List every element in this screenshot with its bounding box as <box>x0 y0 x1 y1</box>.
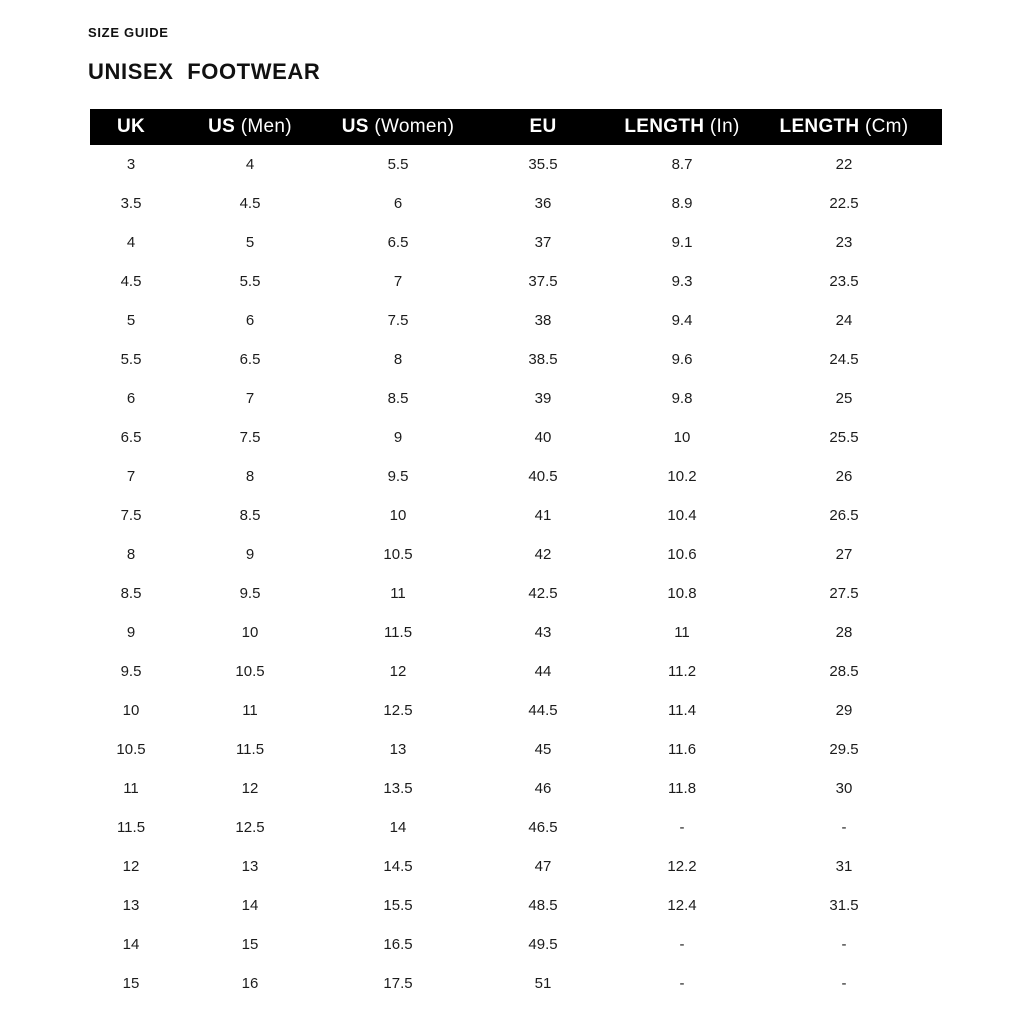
table-cell: 9.8 <box>671 390 693 407</box>
table-cell: 8 <box>245 468 255 485</box>
table-row <box>90 262 942 301</box>
table-cell: 10 <box>122 702 140 719</box>
table-cell: 16 <box>241 975 259 992</box>
size-table <box>90 109 942 1003</box>
table-cell: 5 <box>245 234 255 251</box>
table-cell: 35.5 <box>528 156 558 173</box>
table-cell: 14 <box>389 819 407 836</box>
table-cell: 45 <box>534 741 552 758</box>
table-cell: 8.5 <box>120 585 142 602</box>
table-row <box>90 886 942 925</box>
table-cell: 8 <box>126 546 136 563</box>
table-cell: 5.5 <box>239 273 261 290</box>
table-cell: 11.4 <box>667 702 697 719</box>
table-cell: 30 <box>835 780 853 797</box>
table-cell: 10.6 <box>667 546 697 563</box>
table-cell: 11 <box>242 702 258 719</box>
table-cell: - <box>841 936 847 953</box>
table-row <box>90 223 942 262</box>
table-row <box>90 808 942 847</box>
table-cell: 6.5 <box>239 351 261 368</box>
table-cell: 6 <box>245 312 255 329</box>
table-cell: 14 <box>241 897 259 914</box>
table-cell: 24.5 <box>829 351 859 368</box>
table-cell: 49.5 <box>528 936 558 953</box>
table-cell: 37.5 <box>528 273 558 290</box>
table-row <box>90 535 942 574</box>
table-cell: 13 <box>122 897 140 914</box>
table-cell: 22 <box>835 156 853 173</box>
table-cell: 7 <box>393 273 403 290</box>
header-row <box>90 109 942 145</box>
table-cell: 26 <box>835 468 853 485</box>
table-cell: 12.5 <box>383 702 413 719</box>
table-cell: 8.5 <box>387 390 409 407</box>
page-title: UNISEX FOOTWEAR <box>88 59 321 84</box>
table-cell: 4.5 <box>120 273 142 290</box>
table-cell: 29.5 <box>829 741 859 758</box>
table-cell: 10 <box>673 429 691 446</box>
table-cell: 38.5 <box>528 351 558 368</box>
table-row <box>90 847 942 886</box>
table-cell: 25.5 <box>829 429 859 446</box>
table-cell: 11 <box>123 780 139 797</box>
table-cell: 5.5 <box>387 156 409 173</box>
table-cell: 46.5 <box>528 819 558 836</box>
table-cell: 27.5 <box>829 585 859 602</box>
table-cell: 23 <box>835 234 853 251</box>
table-cell: 12 <box>122 858 140 875</box>
table-cell: 40.5 <box>528 468 558 485</box>
table-row <box>90 574 942 613</box>
table-cell: 44.5 <box>528 702 558 719</box>
table-cell: 14 <box>122 936 140 953</box>
table-cell: 10.4 <box>667 507 697 524</box>
column-header-length-in: LENGTH (In) <box>624 116 740 137</box>
table-cell: - <box>679 819 685 836</box>
table-cell: 15 <box>241 936 259 953</box>
table-cell: 9.1 <box>671 234 693 251</box>
table-cell: 28 <box>835 624 853 641</box>
table-cell: 39 <box>534 390 552 407</box>
table-cell: 3 <box>126 156 136 173</box>
table-cell: 4.5 <box>239 195 261 212</box>
table-cell: 12.5 <box>235 819 265 836</box>
table-cell: 16.5 <box>383 936 413 953</box>
table-cell: 9 <box>126 624 136 641</box>
table-cell: 4 <box>126 234 136 251</box>
table-cell: - <box>841 975 847 992</box>
table-cell: 22.5 <box>829 195 859 212</box>
table-cell: 11.5 <box>116 819 146 836</box>
table-cell: 11.5 <box>235 741 265 758</box>
table-cell: 31.5 <box>829 897 859 914</box>
table-cell: 15 <box>122 975 140 992</box>
table-cell: 13 <box>389 741 407 758</box>
table-cell: 9.3 <box>671 273 693 290</box>
table-cell: 38 <box>534 312 552 329</box>
table-cell: 13.5 <box>383 780 413 797</box>
table-cell: 6 <box>393 195 403 212</box>
table-cell: 11 <box>390 585 406 602</box>
table-row <box>90 925 942 964</box>
table-cell: 7.5 <box>239 429 261 446</box>
table-cell: 4 <box>245 156 255 173</box>
table-cell: 7 <box>126 468 136 485</box>
table-cell: 5 <box>126 312 136 329</box>
table-cell: 12 <box>389 663 407 680</box>
table-cell: 13 <box>241 858 259 875</box>
table-cell: 9.4 <box>671 312 693 329</box>
table-cell: 10.2 <box>667 468 697 485</box>
table-cell: 37 <box>534 234 552 251</box>
table-cell: 9.5 <box>239 585 261 602</box>
table-cell: 3.5 <box>120 195 142 212</box>
table-cell: 12.4 <box>667 897 697 914</box>
table-cell: 12.2 <box>667 858 697 875</box>
size-table-body <box>90 145 942 1003</box>
table-cell: 9 <box>245 546 255 563</box>
table-cell: 6.5 <box>387 234 409 251</box>
table-row <box>90 730 942 769</box>
column-header-uk: UK <box>116 116 146 137</box>
table-row <box>90 184 942 223</box>
table-cell: 51 <box>534 975 552 992</box>
column-header-eu: EU <box>529 116 557 137</box>
table-cell: 9 <box>393 429 403 446</box>
table-row <box>90 379 942 418</box>
table-cell: 9.6 <box>671 351 693 368</box>
table-cell: 29 <box>835 702 853 719</box>
table-row <box>90 457 942 496</box>
table-row <box>90 301 942 340</box>
table-row <box>90 964 942 1003</box>
table-cell: 36 <box>534 195 552 212</box>
table-cell: 42.5 <box>528 585 558 602</box>
table-cell: 10.5 <box>383 546 413 563</box>
table-cell: 10 <box>389 507 407 524</box>
table-cell: 12 <box>241 780 259 797</box>
column-header-us-men: US (Men) <box>208 116 292 137</box>
table-cell: 5.5 <box>120 351 142 368</box>
table-cell: 26.5 <box>829 507 859 524</box>
table-cell: 24 <box>835 312 853 329</box>
column-header-us-women: US (Women) <box>341 116 455 137</box>
table-cell: 31 <box>835 858 853 875</box>
table-cell: 8.5 <box>239 507 261 524</box>
table-cell: 8.7 <box>671 156 693 173</box>
table-cell: 11.6 <box>667 741 697 758</box>
table-cell: 9.5 <box>387 468 409 485</box>
table-cell: 25 <box>835 390 853 407</box>
table-cell: 6.5 <box>120 429 142 446</box>
table-row <box>90 340 942 379</box>
table-cell: 10.5 <box>235 663 265 680</box>
size-table-head <box>90 109 942 145</box>
table-cell: 28.5 <box>829 663 859 680</box>
table-cell: 11.2 <box>667 663 697 680</box>
table-row <box>90 145 942 184</box>
table-cell: 7.5 <box>120 507 142 524</box>
table-cell: 40 <box>534 429 552 446</box>
table-cell: - <box>841 819 847 836</box>
table-row <box>90 613 942 652</box>
table-cell: 6 <box>126 390 136 407</box>
table-cell: - <box>679 975 685 992</box>
table-cell: 48.5 <box>528 897 558 914</box>
table-cell: 11.5 <box>383 624 413 641</box>
table-cell: 43 <box>534 624 552 641</box>
table-cell: 46 <box>534 780 552 797</box>
table-cell: 47 <box>534 858 552 875</box>
table-cell: 7 <box>245 390 255 407</box>
table-cell: 8.9 <box>671 195 693 212</box>
table-cell: 10 <box>241 624 259 641</box>
table-cell: 8 <box>393 351 403 368</box>
table-row <box>90 652 942 691</box>
table-cell: 41 <box>534 507 552 524</box>
table-cell: 42 <box>534 546 552 563</box>
table-cell: 14.5 <box>383 858 413 875</box>
table-cell: 11 <box>674 624 690 641</box>
table-row <box>90 496 942 535</box>
table-row <box>90 418 942 457</box>
table-cell: 44 <box>534 663 552 680</box>
table-cell: 9.5 <box>120 663 142 680</box>
table-cell: - <box>679 936 685 953</box>
table-cell: 10.5 <box>116 741 146 758</box>
table-cell: 7.5 <box>387 312 409 329</box>
table-cell: 10.8 <box>667 585 697 602</box>
table-cell: 15.5 <box>383 897 413 914</box>
table-cell: 17.5 <box>383 975 413 992</box>
table-cell: 23.5 <box>829 273 859 290</box>
column-header-length-cm: LENGTH (Cm) <box>779 116 909 137</box>
table-cell: 11.8 <box>667 780 697 797</box>
size-guide-label: SIZE GUIDE <box>88 25 169 40</box>
table-cell: 27 <box>835 546 853 563</box>
table-row <box>90 691 942 730</box>
table-row <box>90 769 942 808</box>
